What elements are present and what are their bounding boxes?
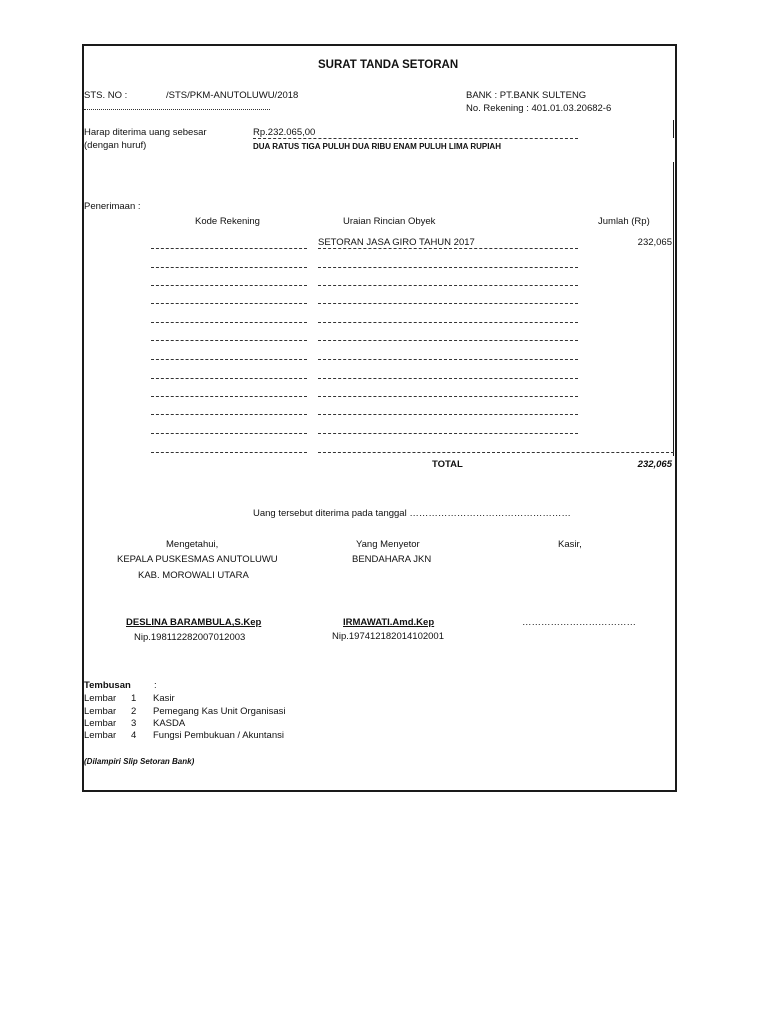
total-value: 232,065: [637, 459, 672, 470]
footnote: (Dilampiri Slip Setoran Bank): [84, 757, 195, 766]
diterima-text: Uang tersebut diterima pada tanggal ……………………………………………: [253, 508, 571, 519]
lembar-label: Lembar: [84, 706, 117, 717]
kode-line: [151, 285, 307, 286]
uraian-line: [318, 378, 578, 379]
lembar-text: Kasir: [153, 693, 175, 704]
lembar-number: 4: [131, 730, 137, 741]
signatory-nip-kepala: Nip.198112282007012003: [134, 632, 246, 643]
penerimaan-label: Penerimaan :: [84, 201, 141, 212]
uraian-line: [318, 396, 578, 397]
kode-line: [151, 452, 307, 453]
kode-line: [151, 414, 307, 415]
lembar-number: 3: [131, 718, 137, 729]
kode-line: [151, 303, 307, 304]
right-margin-line-lower: [673, 162, 674, 456]
menyetor-label: Yang Menyetor: [356, 539, 420, 550]
kode-line: [151, 340, 307, 341]
uraian-line: [318, 322, 578, 323]
sts-no-label: STS. NO :: [84, 90, 128, 101]
tembusan-colon: :: [154, 680, 157, 691]
document-title: SURAT TANDA SETORAN: [318, 59, 459, 71]
kode-line: [151, 359, 307, 360]
kode-line: [151, 396, 307, 397]
kode-line: [151, 378, 307, 379]
huruf-label: (dengan huruf): [84, 140, 147, 151]
lembar-text: KASDA: [153, 718, 186, 729]
bank-label: BANK : PT.BANK SULTENG: [466, 90, 587, 101]
kode-line: [151, 267, 307, 268]
signatory-name-kasir: ………………………………: [522, 617, 636, 628]
kab-label: KAB. MOROWALI UTARA: [138, 570, 249, 581]
uraian-line: [318, 303, 578, 304]
uraian-line: [318, 414, 578, 415]
uraian-line: [318, 340, 578, 341]
lembar-number: 2: [131, 706, 137, 717]
signatory-nip-menyetor: Nip.197412182014102001: [332, 631, 444, 642]
uraian-line: [318, 452, 674, 453]
lembar-label: Lembar: [84, 718, 117, 729]
lembar-number: 1: [131, 693, 137, 704]
amount-value: Rp.232.065,00: [253, 127, 316, 138]
kasir-label: Kasir,: [558, 539, 582, 550]
signatory-name-menyetor: IRMAWATI.Amd.Kep: [343, 617, 435, 628]
lembar-label: Lembar: [84, 730, 117, 741]
uraian-line: [318, 248, 578, 249]
uraian-line: [318, 285, 578, 286]
item-jumlah: 232,065: [637, 237, 672, 248]
amount-line: [253, 138, 578, 139]
lembar-label: Lembar: [84, 693, 117, 704]
lembar-text: Pemegang Kas Unit Organisasi: [153, 706, 286, 717]
kode-line: [151, 433, 307, 434]
uraian-line: [318, 267, 578, 268]
kode-line: [151, 248, 307, 249]
kode-line: [151, 322, 307, 323]
lembar-text: Fungsi Pembukuan / Akuntansi: [153, 730, 284, 741]
signatory-name-kepala: DESLINA BARAMBULA,S.Kep: [126, 617, 262, 628]
right-margin-line-upper: [673, 120, 674, 138]
column-header-jumlah: Jumlah (Rp): [598, 216, 650, 227]
total-label: TOTAL: [432, 459, 463, 470]
sts-no-value: /STS/PKM-ANUTOLUWU/2018: [166, 90, 299, 101]
bendahara-label: BENDAHARA JKN: [352, 554, 432, 565]
kepala-label: KEPALA PUSKESMAS ANUTOLUWU: [117, 554, 278, 565]
column-header-kode: Kode Rekening: [195, 216, 260, 227]
column-header-uraian: Uraian Rincian Obyek: [343, 216, 436, 227]
rekening-label: No. Rekening : 401.01.03.20682-6: [466, 103, 612, 114]
uraian-line: [318, 433, 578, 434]
item-uraian: SETORAN JASA GIRO TAHUN 2017: [318, 237, 475, 248]
document-frame: [82, 44, 677, 792]
sts-dotted-line: [84, 109, 270, 110]
harap-label: Harap diterima uang sebesar: [84, 127, 207, 138]
uraian-line: [318, 359, 578, 360]
mengetahui-label: Mengetahui,: [166, 539, 219, 550]
amount-words: DUA RATUS TIGA PULUH DUA RIBU ENAM PULUH LIMA RUPIAH: [253, 142, 501, 151]
tembusan-label: Tembusan: [84, 680, 131, 691]
